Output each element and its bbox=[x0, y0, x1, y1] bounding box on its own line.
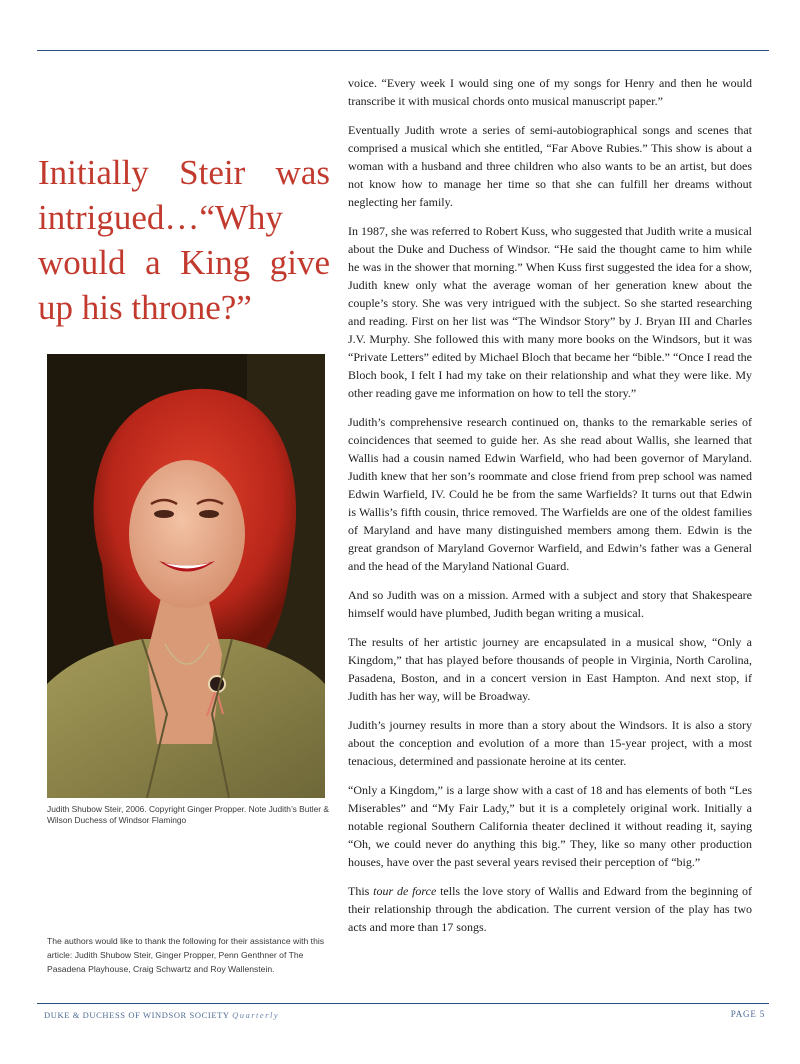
body-paragraph: Judith’s comprehensive research continued on, thanks to the remarkable series of coincidences that seemed to guide her. As she read about Wallis, she learned that Wallis had a cousin named Edwin Warfield, who had been governor of Maryland. Judith knew that her son’s roommate and close friend from prep school was named Edwin Warfield, IV. Could he be from the same Warfields? It turns out that Edwin is Wallis’s fifth cousin, thrice removed. The Warfields are one of the oldest families of Maryland and have many distinguished members among them. Edwin is the great grandson of Maryland Governor Warfield, and Edwin’s father was a General and the head of the Maryland National Guard. bbox=[348, 415, 752, 573]
portrait-illustration bbox=[47, 354, 325, 798]
page-number: PAGE 5 bbox=[730, 1009, 765, 1019]
footer-publication bbox=[44, 1010, 279, 1020]
body-paragraph: The results of her artistic journey are encapsulated in a musical show, “Only a Kingdom,” that has played before thousands of people in Virginia, North Carolina, Pasadena, Boston, and in a concert version in East Hampton. And next stop, if Judith has her way, will be Broadway. bbox=[348, 635, 752, 703]
body-paragraph-last bbox=[348, 882, 752, 936]
body-paragraph: voice. “Every week I would sing one of my songs for Henry and then he would transcribe it with musical chords onto musical manuscript paper.” bbox=[348, 76, 752, 108]
portrait-photo bbox=[47, 354, 325, 798]
text-run: This bbox=[348, 884, 374, 898]
body-paragraph: And so Judith was on a mission. Armed with a subject and story that Shakespeare himself would have plumbed, Judith began writing a musical. bbox=[348, 588, 752, 620]
acknowledgement-note: The authors would like to thank the following for their assistance with this article: Judith Shubow Steir, Ginger Propper, Penn Genthner of The Pasadena Playhouse, Craig Schwartz and Roy Wallenstein. bbox=[47, 936, 325, 974]
pull-quote: Initially Steir was intrigued…“Why would a King give up his throne?” bbox=[38, 153, 330, 327]
quarterly-label: Quarterly bbox=[232, 1010, 280, 1020]
body-paragraph: In 1987, she was referred to Robert Kuss, who suggested that Judith write a musical about the Duke and Duchess of Windsor. “He said the thought came to him while he was in the shower that morning.” When Kuss first suggested the idea for a show, Judith knew only what the average woman of her generation knew about the couple’s story. She was very intrigued with the subject. So she started researching and reading. First on her list was “The Windsor Story” by J. Bryan III and Charles J.V. Murphy. She followed this with many more books on the Windsors, but it was “Private Letters” edited by Michael Bloch that became her “bible.” “Once I read the Bloch book, I felt I had my take on their relationship and what they were like. My other reading gave me information on how to tell the story.” bbox=[348, 224, 752, 400]
body-paragraph: “Only a Kingdom,” is a large show with a cast of 18 and has elements of both “Les Miserables” and “My Fair Lady,” but it is a completely original work. Initially a notable regional Southern California theater declined it without reading it, saying “Oh, we could never do anything this big.” They, like so many other production houses, have over the past several years revised their perception of “big.” bbox=[348, 783, 752, 869]
top-rule bbox=[37, 50, 769, 51]
bottom-rule bbox=[37, 1003, 769, 1004]
photo-caption: Judith Shubow Steir, 2006. Copyright Ginger Propper. Note Judith’s Butler & Wilson Duchess of Windsor Flamingo bbox=[47, 804, 329, 825]
text-run: tells the love story of Wallis and Edward from the beginning of their relationship through the abdication. The current version of the play has two acts and more than 17 songs. bbox=[348, 884, 752, 934]
body-paragraph: Eventually Judith wrote a series of semi-autobiographical songs and scenes that comprised a musical which she entitled, “Far Above Rubies.” This show is about a woman with a husband and three children who also wants to be an artist, but does not know how to manage her time so that she can fulfill her dreams without neglecting her family. bbox=[348, 123, 752, 209]
article-body bbox=[348, 74, 752, 947]
italic-title: tour de force bbox=[373, 884, 437, 898]
body-paragraph: Judith’s journey results in more than a story about the Windsors. It is also a story about the conception and evolution of a more than 15-year project, with a most tenacious, determined and passionate heroine at its center. bbox=[348, 718, 752, 768]
publication-name: DUKE & DUCHESS OF WINDSOR SOCIETY bbox=[44, 1010, 230, 1020]
